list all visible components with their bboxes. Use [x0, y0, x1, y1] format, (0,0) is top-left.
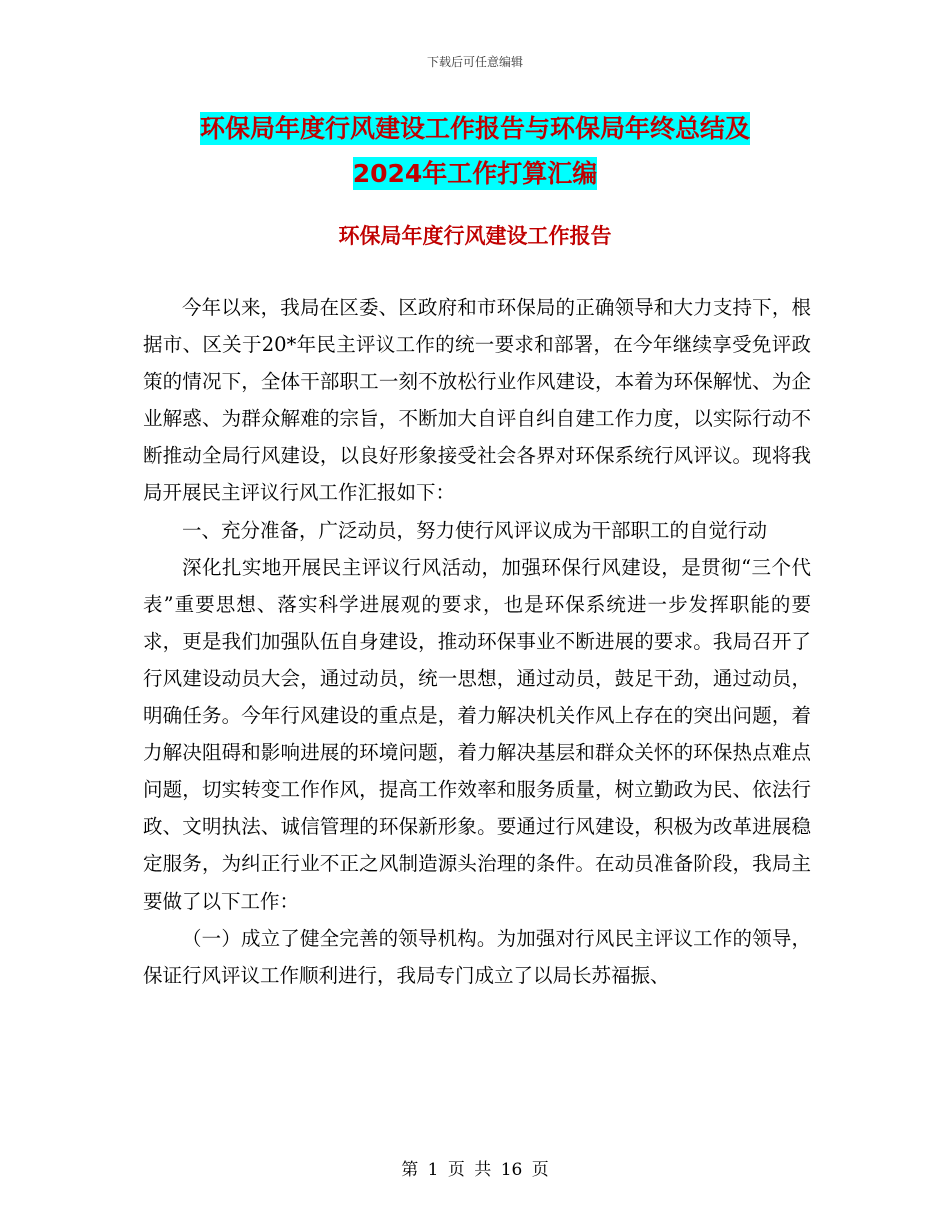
paragraph-item-1: （一）成立了健全完善的领导机构。为加强对行风民主评议工作的领导，保证行风评议工作顺利进行，我局专门成立了以局长苏福振、: [143, 926, 811, 987]
paragraph-intro: 今年以来，我局在区委、区政府和市环保局的正确领导和大力支持下，根据市、区关于20*年民主评议工作的统一要求和部署，在今年继续享受免评政策的情况下，全体干部职工一刻不放松行业作风建设，本着为环保解忧、为企业解惑、为群众解难的宗旨，不断加大自评自纠自建工作力度，以实际行动不断推动全局行风建设，以良好形象接受社会各界对环保系统行风评议。现将我局开展民主评议行风工作汇报如下：: [143, 296, 811, 505]
page-number-footer: 第 1 页 共 16 页: [401, 1160, 549, 1180]
document-title-line-2-text: 2024年工作打算汇编: [352, 159, 598, 188]
section-title: 环保局年度行风建设工作报告: [338, 224, 612, 248]
document-body: [143, 289, 811, 994]
document-title-line-2: [0, 157, 950, 191]
header-note: 下载后可任意编辑: [426, 55, 523, 69]
paragraph-heading-1: 一、充分准备，广泛动员，努力使行风评议成为干部职工的自觉行动: [182, 518, 768, 542]
document-title-line-1: [0, 112, 950, 146]
document-title-line-1-text: 环保局年度行风建设工作报告与环保局年终总结及: [199, 114, 750, 143]
paragraph-body-1: 深化扎实地开展民主评议行风活动，加强环保行风建设，是贯彻“三个代表”重要思想、落实科学进展观的要求，也是环保系统进一步发挥职能的要求，更是我们加强队伍自身建设，推动环保事业不断进展的要求。我局召开了行风建设动员大会，通过动员，统一思想，通过动员，鼓足干劲，通过动员，明确任务。今年行风建设的重点是，着力解决机关作风上存在的突出问题，着力解决阻碍和影响进展的环境问题，着力解决基层和群众关怀的环保热点难点问题，切实转变工作作风，提高工作效率和服务质量，树立勤政为民、依法行政、文明执法、诚信管理的环保新形象。要通过行风建设，积极为改革进展稳定服务，为纠正行业不正之风制造源头治理的条件。在动员准备阶段，我局主要做了以下工作：: [143, 555, 811, 913]
